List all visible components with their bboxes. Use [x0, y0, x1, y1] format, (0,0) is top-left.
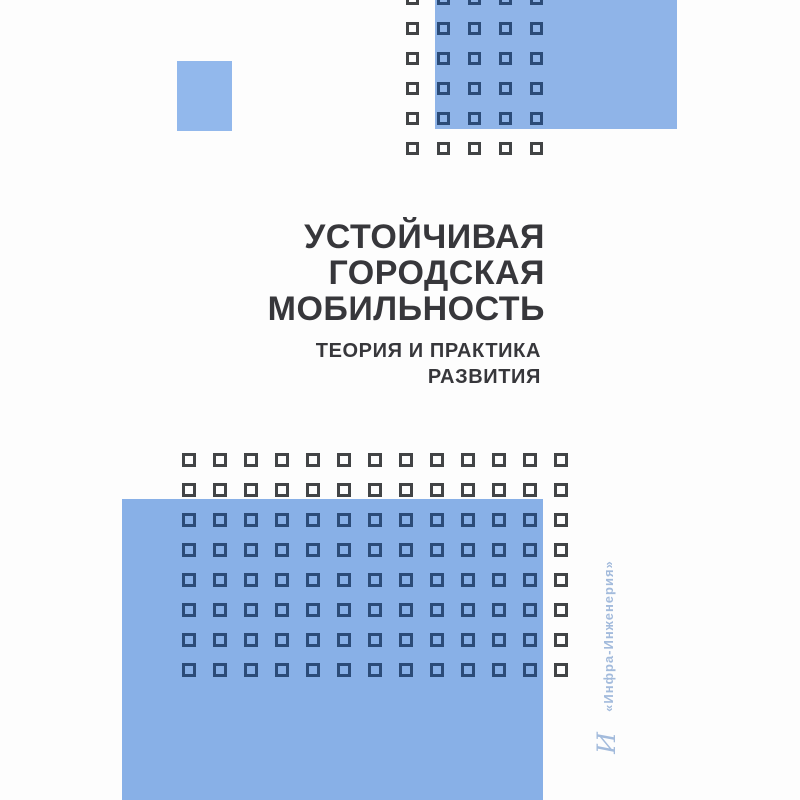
pattern-square [523, 543, 537, 557]
pattern-square [406, 0, 419, 5]
pattern-square [492, 663, 506, 677]
pattern-square [437, 82, 450, 95]
pattern-square [523, 513, 537, 527]
pattern-square [368, 633, 382, 647]
pattern-square [430, 453, 444, 467]
pattern-square [492, 633, 506, 647]
pattern-square [306, 483, 320, 497]
pattern-square [399, 603, 413, 617]
pattern-square [430, 573, 444, 587]
pattern-square [523, 603, 537, 617]
pattern-square [554, 603, 568, 617]
pattern-square [213, 483, 227, 497]
pattern-square [554, 543, 568, 557]
pattern-square [430, 543, 444, 557]
pattern-square [213, 603, 227, 617]
pattern-square [182, 573, 196, 587]
pattern-square [530, 22, 543, 35]
pattern-square [492, 453, 506, 467]
pattern-square [430, 663, 444, 677]
pattern-square [213, 513, 227, 527]
pattern-square [337, 513, 351, 527]
pattern-square [275, 483, 289, 497]
pattern-square [213, 543, 227, 557]
pattern-square [306, 603, 320, 617]
pattern-square [437, 142, 450, 155]
pattern-square [461, 453, 475, 467]
pattern-square [461, 573, 475, 587]
pattern-square [430, 483, 444, 497]
pattern-square [406, 22, 419, 35]
pattern-square [213, 633, 227, 647]
pattern-square [337, 603, 351, 617]
pattern-square [530, 142, 543, 155]
pattern-square [430, 633, 444, 647]
pattern-square [182, 663, 196, 677]
pattern-square [306, 543, 320, 557]
pattern-square [492, 573, 506, 587]
pattern-square [182, 453, 196, 467]
pattern-square [368, 513, 382, 527]
pattern-square [554, 663, 568, 677]
pattern-square [182, 483, 196, 497]
pattern-square [437, 52, 450, 65]
pattern-square [492, 543, 506, 557]
pattern-square [499, 82, 512, 95]
pattern-square [275, 663, 289, 677]
pattern-square [499, 22, 512, 35]
pattern-square [406, 52, 419, 65]
pattern-square [461, 513, 475, 527]
pattern-square [275, 603, 289, 617]
pattern-square [499, 142, 512, 155]
pattern-square [275, 543, 289, 557]
pattern-square [399, 573, 413, 587]
pattern-square [275, 453, 289, 467]
pattern-square [337, 633, 351, 647]
pattern-square [337, 543, 351, 557]
pattern-square [554, 453, 568, 467]
pattern-square [468, 0, 481, 5]
pattern-square [406, 112, 419, 125]
pattern-square [554, 513, 568, 527]
pattern-square [244, 513, 258, 527]
pattern-square [530, 112, 543, 125]
pattern-square [399, 513, 413, 527]
pattern-square [306, 573, 320, 587]
pattern-square [399, 663, 413, 677]
subtitle-line-1: ТЕОРИЯ И ПРАКТИКА [315, 340, 541, 362]
pattern-square [244, 453, 258, 467]
pattern-square [368, 663, 382, 677]
pattern-square [244, 633, 258, 647]
pattern-square [468, 22, 481, 35]
publisher-logo-icon: И [592, 732, 621, 754]
pattern-square [554, 483, 568, 497]
pattern-square [523, 483, 537, 497]
pattern-square [530, 52, 543, 65]
title-line-1: УСТОЙЧИВАЯ [304, 218, 545, 256]
pattern-square [213, 453, 227, 467]
pattern-square [182, 633, 196, 647]
pattern-square [437, 0, 450, 5]
pattern-square [461, 633, 475, 647]
pattern-square [306, 663, 320, 677]
pattern-square [337, 483, 351, 497]
pattern-square [492, 603, 506, 617]
pattern-square [468, 82, 481, 95]
subtitle-line-2: РАЗВИТИЯ [427, 366, 541, 388]
pattern-square [468, 112, 481, 125]
pattern-square [554, 573, 568, 587]
pattern-square [492, 513, 506, 527]
book-title [268, 219, 545, 327]
pattern-square [244, 543, 258, 557]
pattern-square [182, 543, 196, 557]
pattern-square [468, 142, 481, 155]
pattern-square [492, 483, 506, 497]
pattern-square [399, 543, 413, 557]
pattern-square [523, 573, 537, 587]
pattern-square [182, 513, 196, 527]
pattern-square [213, 573, 227, 587]
pattern-square [275, 513, 289, 527]
pattern-square [499, 0, 512, 5]
title-line-3: МОБИЛЬНОСТЬ [267, 290, 545, 328]
pattern-square [368, 453, 382, 467]
pattern-square [306, 453, 320, 467]
pattern-square [306, 513, 320, 527]
pattern-square [406, 142, 419, 155]
pattern-square [554, 633, 568, 647]
pattern-square [461, 483, 475, 497]
pattern-square [368, 603, 382, 617]
pattern-square [430, 513, 444, 527]
pattern-square [182, 603, 196, 617]
publisher-name-vertical: «Инфра-Инженерия» [601, 560, 616, 712]
pattern-square [499, 112, 512, 125]
pattern-square [461, 543, 475, 557]
pattern-square [244, 603, 258, 617]
pattern-square [244, 663, 258, 677]
pattern-square [430, 603, 444, 617]
pattern-square [306, 633, 320, 647]
pattern-square [368, 543, 382, 557]
pattern-square [499, 52, 512, 65]
pattern-square [337, 663, 351, 677]
pattern-square [368, 483, 382, 497]
pattern-square [523, 633, 537, 647]
pattern-square [437, 22, 450, 35]
pattern-square [406, 82, 419, 95]
small-blue-panel [177, 61, 232, 131]
pattern-square [437, 112, 450, 125]
pattern-square [523, 453, 537, 467]
pattern-square [337, 453, 351, 467]
title-line-2: ГОРОДСКАЯ [328, 254, 545, 292]
pattern-square [213, 663, 227, 677]
pattern-square [275, 573, 289, 587]
pattern-square [275, 633, 289, 647]
pattern-square [337, 573, 351, 587]
pattern-square [530, 82, 543, 95]
pattern-square [461, 663, 475, 677]
pattern-square [368, 573, 382, 587]
pattern-square [244, 573, 258, 587]
pattern-square [461, 603, 475, 617]
pattern-square [399, 453, 413, 467]
book-subtitle [316, 338, 541, 390]
pattern-square [399, 633, 413, 647]
pattern-square [399, 483, 413, 497]
pattern-square [523, 663, 537, 677]
pattern-square [244, 483, 258, 497]
pattern-square [468, 52, 481, 65]
pattern-square [530, 0, 543, 5]
